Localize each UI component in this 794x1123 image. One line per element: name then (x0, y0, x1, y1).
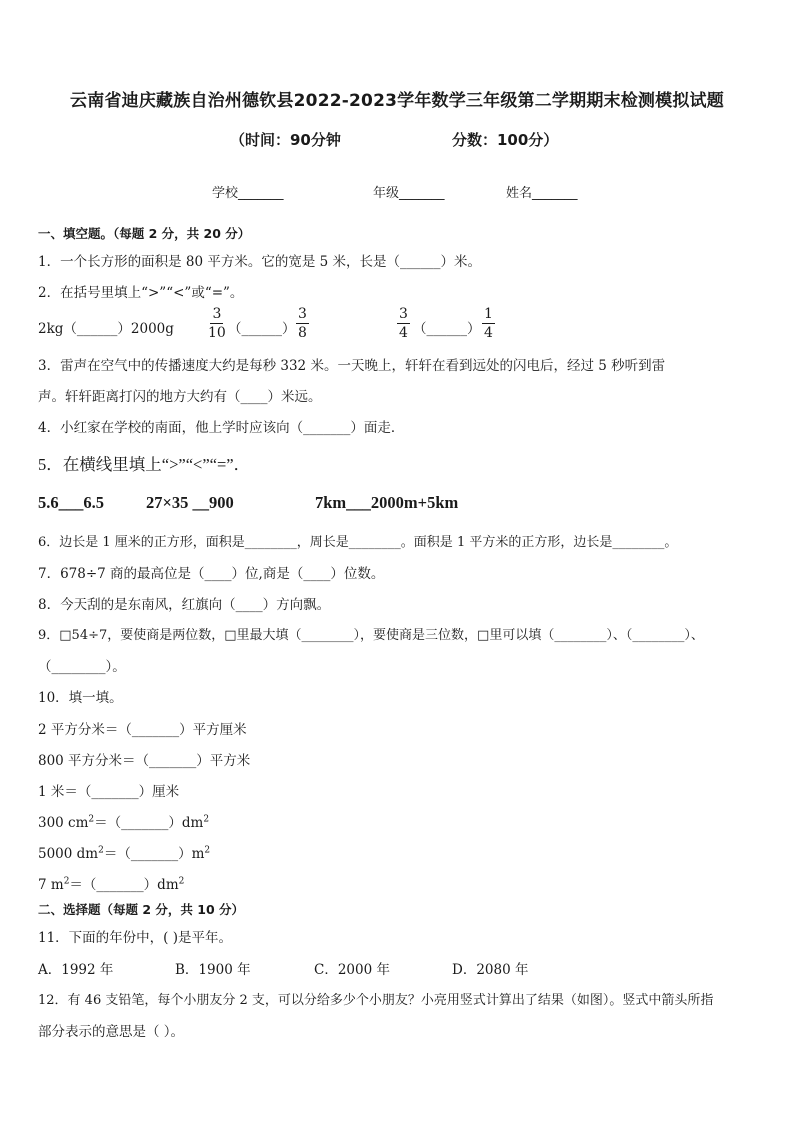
unit-text: 300 cm (38, 815, 89, 831)
unit-text: 7 m (38, 877, 64, 893)
fraction-denominator: 10 (208, 325, 226, 341)
power: 2 (178, 876, 185, 887)
question-4: 4．小红家在学校的南面，他上学时应该向（_______）面走． (38, 420, 405, 436)
q2-blank-1: （______） (228, 321, 296, 337)
question-8: 8．今天刮的是东南风，红旗向（____）方向飘。 (38, 597, 331, 613)
question-12-line-2: 部分表示的意思是（ ）。 (38, 1024, 185, 1040)
fraction-numerator: 3 (399, 306, 408, 322)
question-10: 10．填一填。 (38, 690, 123, 706)
power: 2 (203, 814, 210, 825)
fraction-denominator: 4 (399, 325, 408, 341)
q10-item-6 (38, 873, 184, 893)
unit-text: ＝（_______）m (103, 846, 205, 862)
q5-item-c: 7km___2000m+5km (315, 493, 459, 512)
question-3-line-1: 3．雷声在空气中的传播速度大约是每秒 332 米。一天晚上，轩轩在看到远处的闪电后，经过 5 秒听到雷 (38, 358, 666, 374)
q10-item-2: 800 平方分米＝（_______）平方米 (38, 753, 251, 769)
fraction-denominator: 4 (484, 325, 493, 341)
fraction-numerator: 3 (298, 306, 307, 322)
exam-score: 分数：100分） (452, 131, 559, 149)
fraction-numerator: 3 (212, 306, 222, 322)
q10-item-4 (38, 811, 209, 831)
unit-text: ＝（_______）dm (69, 877, 179, 893)
fraction-numerator: 1 (484, 306, 493, 322)
section-choice-title: 二、选择题（每题 2 分，共 10 分） (38, 902, 245, 917)
question-9-line-1: 9．□54÷7，要使商是两位数，□里最大填（________），要使商是三位数，□里可以填（________）、（________）、 (38, 628, 704, 643)
question-5: 5．在横线里填上“>”“<”“=”． (38, 455, 251, 474)
q11-option-d[interactable]: D．2080 年 (452, 962, 529, 978)
question-7: 7．678÷7 商的最高位是（____）位,商是（____）位数。 (38, 566, 385, 582)
q10-item-1: 2 平方分米＝（_______）平方厘米 (38, 722, 247, 738)
question-11: 11．下面的年份中，( )是平年。 (38, 930, 233, 946)
question-2: 2．在括号里填上“>”“<”或“=”。 (38, 285, 244, 301)
question-12-line-1: 12．有 46 支铅笔，每个小朋友分 2 支，可以分给多少个小朋友？小亮用竖式计算出了结果（如图）。竖式中箭头所指 (38, 993, 714, 1008)
fraction-3-10 (206, 305, 228, 342)
fraction-3-4 (397, 305, 410, 342)
unit-text: ＝（_______）dm (94, 815, 204, 831)
fraction-denominator: 8 (298, 325, 307, 341)
power: 2 (98, 845, 104, 856)
q2-blank-2: （______） (413, 321, 481, 337)
q11-option-b[interactable]: B．1900 年 (175, 962, 251, 978)
name-field[interactable]: 姓名_______ (506, 186, 578, 201)
question-3-line-2: 声。轩轩距离打闪的地方大约有（____）米远。 (38, 389, 322, 405)
q5-item-b: 27×35 __900 (146, 493, 234, 512)
power: 2 (63, 876, 70, 887)
exam-time: （时间：90分钟 (230, 131, 341, 149)
school-field[interactable]: 学校_______ (212, 186, 284, 201)
q11-option-a[interactable]: A．1992 年 (38, 962, 114, 978)
q11-option-c[interactable]: C．2000 年 (314, 962, 390, 978)
question-6: 6．边长是 1 厘米的正方形，面积是________，周长是________。面积是 1 平方米的正方形，边长是________。 (38, 535, 678, 550)
grade-field[interactable]: 年级_______ (373, 186, 445, 201)
fraction-1-4 (482, 305, 495, 342)
q2-item-a: 2kg（______）2000g (38, 321, 174, 337)
q10-item-3: 1 米＝（_______）厘米 (38, 784, 180, 800)
question-1: 1．一个长方形的面积是 80 平方米。它的宽是 5 米，长是（______）米。 (38, 254, 482, 270)
question-9-line-2: （________）。 (38, 659, 126, 675)
q10-item-5 (38, 842, 210, 862)
fraction-3-8 (296, 305, 309, 342)
section-fill-in-title: 一、填空题。（每题 2 分，共 20 分） (38, 226, 251, 241)
page-title: 云南省迪庆藏族自治州德钦县2022-2023学年数学三年级第二学期期末检测模拟试题 (70, 91, 724, 111)
power: 2 (204, 845, 211, 856)
unit-text: 5000 dm (38, 846, 99, 862)
power: 2 (88, 814, 95, 825)
q5-item-a: 5.6___6.5 (38, 493, 104, 512)
